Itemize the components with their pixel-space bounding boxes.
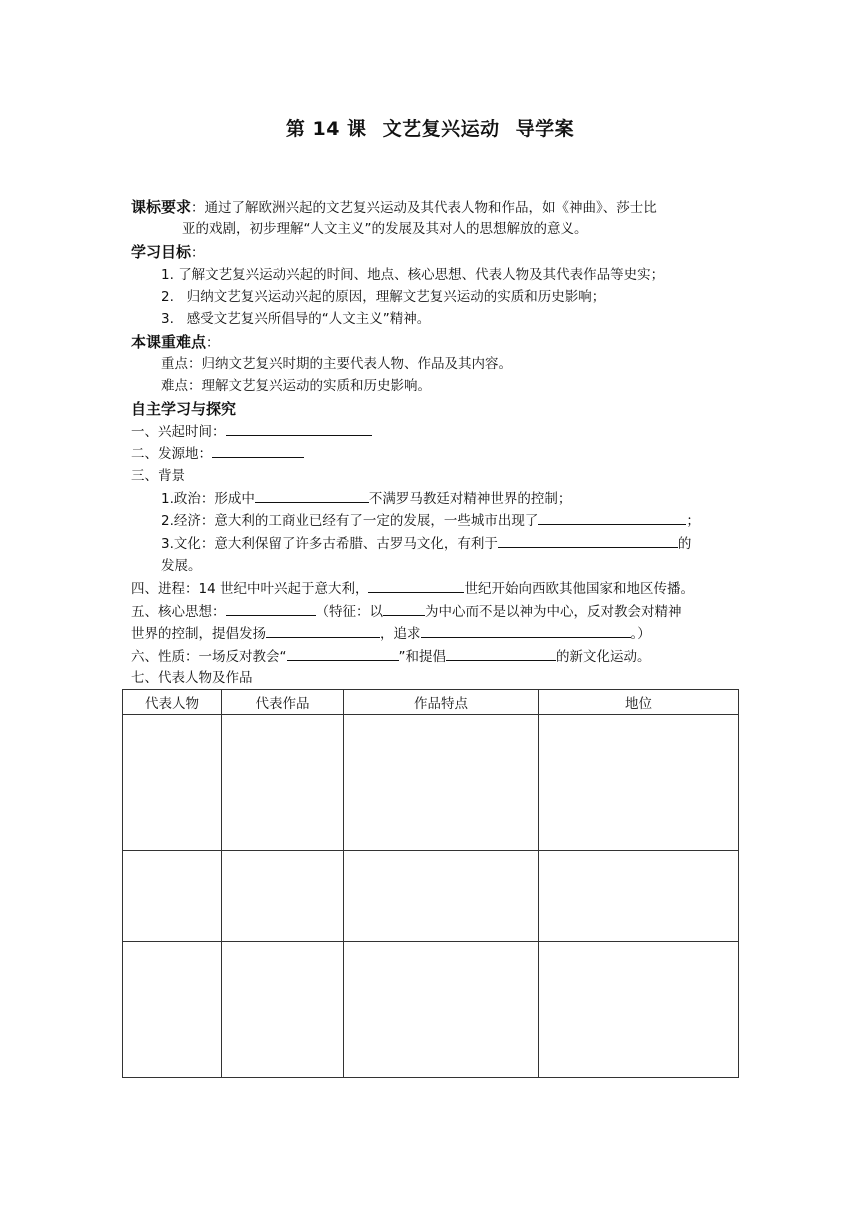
lesson-number: 第 14 课 — [285, 118, 367, 140]
requirements-text-1: 通过了解欧洲兴起的文艺复兴运动及其代表人物和作品，如《神曲》、莎士比 — [204, 200, 657, 216]
table-row — [123, 715, 739, 851]
goal-item-3: 3. 感受文艺复兴所倡导的“人文主义”精神。 — [161, 311, 431, 327]
table-cell[interactable] — [539, 715, 739, 851]
figures-works-table — [122, 689, 739, 1078]
q3-culture-end: 发展。 — [161, 558, 202, 574]
table-cell[interactable] — [539, 851, 739, 942]
table-cell[interactable] — [123, 715, 222, 851]
q3-politics-blank[interactable] — [255, 488, 369, 503]
key-heading: 本课重难点： — [131, 333, 220, 351]
key-difficulty: 难点：理解文艺复兴运动的实质和历史影响。 — [161, 378, 431, 394]
q4-blank[interactable] — [368, 578, 464, 593]
lesson-topic: 文艺复兴运动 — [382, 118, 500, 140]
table-cell[interactable] — [222, 851, 344, 942]
section-heading: 自主学习与探究 — [131, 400, 237, 418]
requirements-label: 课标要求 — [131, 198, 192, 216]
q7-line: 七、代表人物及作品 — [131, 670, 253, 686]
q3-economy-blank[interactable] — [538, 510, 686, 525]
q5-blank-2[interactable] — [383, 601, 425, 616]
table-header-row — [123, 690, 739, 715]
q3-culture-blank[interactable] — [498, 533, 678, 548]
table-cell[interactable] — [222, 715, 344, 851]
lesson-kind: 导学案 — [515, 118, 575, 140]
goal-item-1: 1. 了解文艺复兴运动兴起的时间、地点、核心思想、代表人物及其代表作品等史实； — [161, 267, 665, 283]
header-features: 作品特点 — [344, 690, 539, 715]
table-cell[interactable] — [344, 942, 539, 1078]
header-figure: 代表人物 — [123, 690, 222, 715]
q1-line: 一、兴起时间： — [131, 421, 372, 443]
q5-blank-4[interactable] — [421, 623, 631, 638]
q6-line: 六、性质：一场反对教会“ ”和提倡 的新文化运动。 — [131, 646, 651, 668]
requirements-line-1: 课标要求：通过了解欧洲兴起的文艺复兴运动及其代表人物和作品，如《神曲》、莎士比 — [131, 198, 657, 216]
q6-blank-2[interactable] — [446, 646, 556, 661]
q5-blank-1[interactable] — [226, 601, 316, 616]
table-cell[interactable] — [123, 851, 222, 942]
q5-line-1: 五、核心思想： （特征：以 为中心而不是以神为中心，反对教会对精神 — [131, 601, 682, 623]
q4-line: 四、进程：14 世纪中叶兴起于意大利， 世纪开始向西欧其他国家和地区传播。 — [131, 578, 694, 600]
q2-blank[interactable] — [212, 443, 304, 458]
table-row — [123, 942, 739, 1078]
table-cell[interactable] — [539, 942, 739, 1078]
table-row — [123, 851, 739, 942]
q3-politics: 1.政治：形成中 不满罗马教廷对精神世界的控制； — [161, 488, 571, 510]
table-cell[interactable] — [344, 715, 539, 851]
table-cell[interactable] — [222, 942, 344, 1078]
key-label: 本课重难点 — [131, 333, 207, 351]
q3-economy: 2.经济：意大利的工商业已经有了一定的发展，一些城市出现了 ； — [161, 510, 700, 532]
requirements-line-2: 亚的戏剧，初步理解“人文主义”的发展及其对人的思想解放的意义。 — [182, 221, 588, 237]
goals-label: 学习目标 — [131, 243, 192, 261]
page-title — [0, 114, 860, 141]
goal-item-2: 2. 归纳文艺复兴运动兴起的原因，理解文艺复兴运动的实质和历史影响； — [161, 289, 606, 305]
q3-culture: 3.文化：意大利保留了许多古希腊、古罗马文化，有利于 的 — [161, 533, 691, 555]
q1-blank[interactable] — [226, 421, 372, 436]
q2-line: 二、发源地： — [131, 443, 304, 465]
header-work: 代表作品 — [222, 690, 344, 715]
q6-blank-1[interactable] — [287, 646, 399, 661]
q5-blank-3[interactable] — [266, 623, 380, 638]
q3-line: 三、背景 — [131, 468, 185, 484]
table-cell[interactable] — [344, 851, 539, 942]
header-status: 地位 — [539, 690, 739, 715]
key-focus: 重点：归纳文艺复兴时期的主要代表人物、作品及其内容。 — [161, 356, 512, 372]
goals-heading: 学习目标： — [131, 243, 205, 261]
q5-line-2: 世界的控制，提倡发扬 ，追求 。） — [131, 623, 651, 645]
table-cell[interactable] — [123, 942, 222, 1078]
